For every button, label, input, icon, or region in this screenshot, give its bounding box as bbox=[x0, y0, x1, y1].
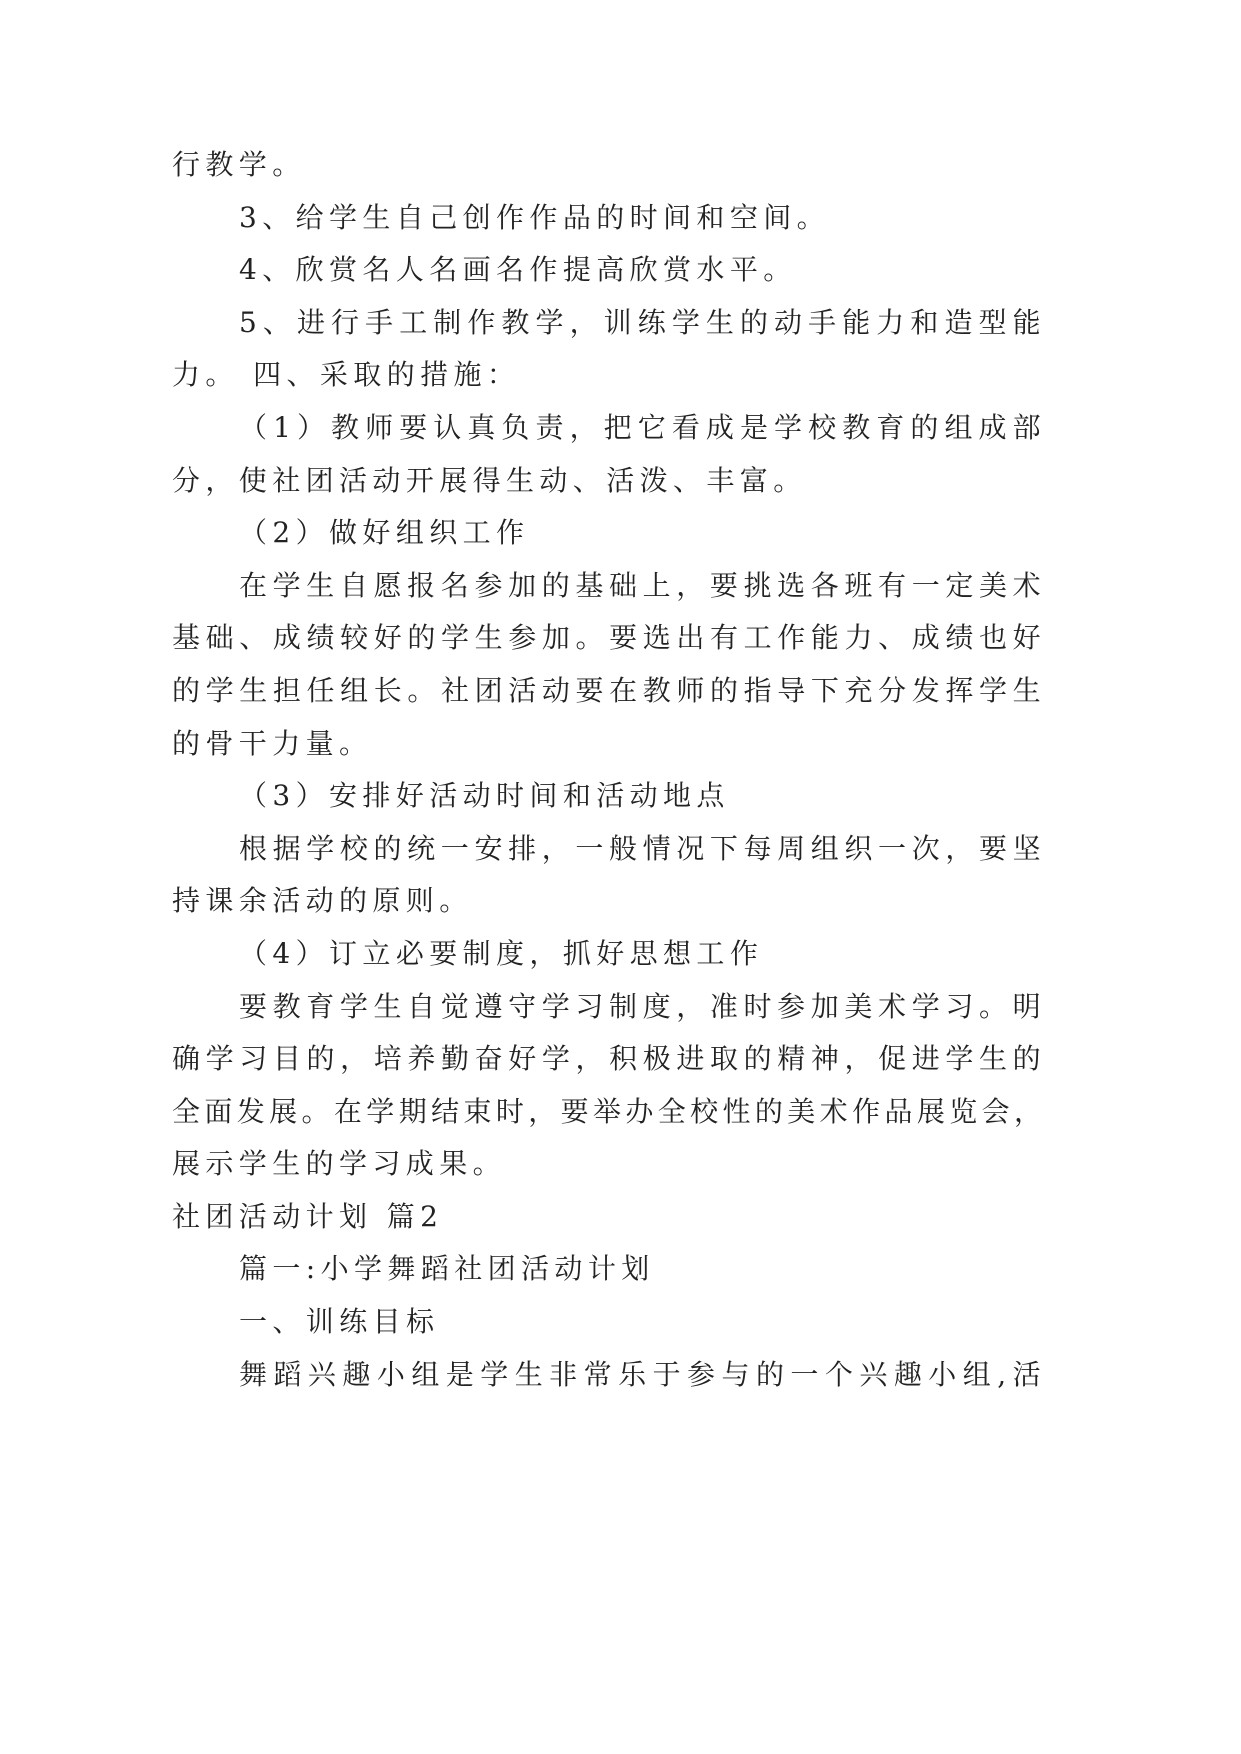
paragraph-line: 行教学。 bbox=[172, 148, 306, 181]
paragraph-line: 基础、成绩较好的学生参加。要选出有工作能力、成绩也好 bbox=[172, 621, 1046, 655]
paragraph-line: 确学习目的，培养勤奋好学，积极进取的精神，促进学生的 bbox=[172, 1042, 1046, 1076]
measure-item-2-heading: （2）做好组织工作 bbox=[239, 516, 530, 550]
measure-item-3-heading: （3）安排好活动时间和活动地点 bbox=[239, 779, 730, 813]
paragraph-line: 分，使社团活动开展得生动、活泼、丰富。 bbox=[172, 463, 807, 497]
paragraph-line: 的学生担任组长。社团活动要在教师的指导下充分发挥学生 bbox=[172, 673, 1046, 707]
section-heading: 社团活动计划 篇2 bbox=[172, 1199, 444, 1233]
paragraph-line: 在学生自愿报名参加的基础上，要挑选各班有一定美术 bbox=[239, 568, 1046, 602]
paragraph-line: 舞蹈兴趣小组是学生非常乐于参与的一个兴趣小组,活 bbox=[239, 1357, 1046, 1391]
paragraph-line: 全面发展。在学期结束时，要举办全校性的美术作品展览会， bbox=[172, 1094, 1046, 1128]
measure-item-4-heading: （4）订立必要制度，抓好思想工作 bbox=[239, 936, 764, 970]
measure-item-1: （1）教师要认真负责，把它看成是学校教育的组成部 bbox=[239, 410, 1046, 444]
subsection-heading: 篇一:小学舞蹈社团活动计划 bbox=[239, 1252, 655, 1286]
list-item-4: 4、欣赏名人名画名作提高欣赏水平。 bbox=[239, 253, 797, 287]
list-item-5: 5、进行手工制作教学，训练学生的动手能力和造型能 bbox=[239, 305, 1046, 339]
paragraph-line: 展示学生的学习成果。 bbox=[172, 1147, 507, 1181]
list-item-3: 3、给学生自己创作作品的时间和空间。 bbox=[239, 200, 831, 234]
paragraph-line: 根据学校的统一安排，一般情况下每周组织一次，要坚 bbox=[239, 831, 1046, 865]
paragraph-line: 的骨干力量。 bbox=[172, 726, 373, 760]
paragraph-line: 持课余活动的原则。 bbox=[172, 884, 473, 918]
subsection-heading: 一、训练目标 bbox=[239, 1305, 440, 1339]
paragraph-line: 力。 四、采取的措施： bbox=[172, 358, 521, 392]
paragraph-line: 要教育学生自觉遵守学习制度，准时参加美术学习。明 bbox=[239, 989, 1046, 1023]
document-body bbox=[172, 139, 1046, 1401]
